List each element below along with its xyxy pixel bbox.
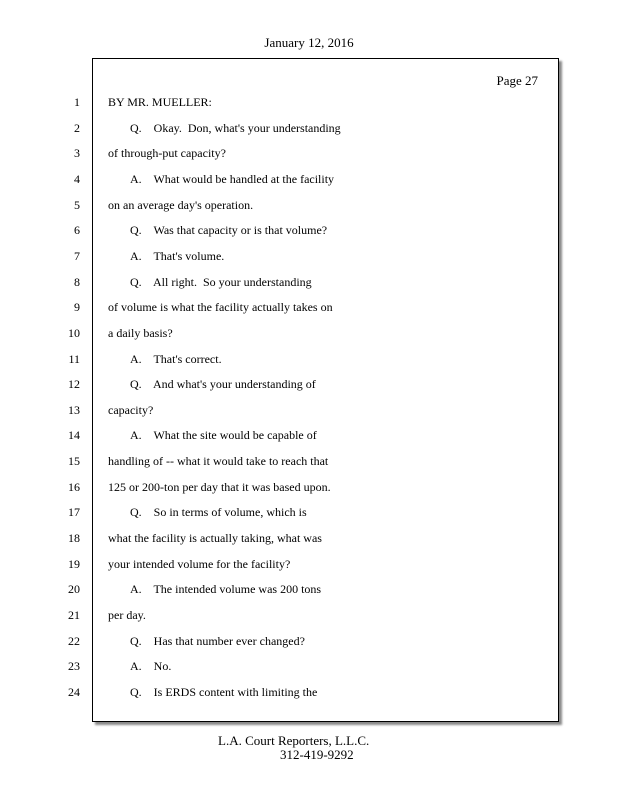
transcript-line: handling of -- what it would take to reach that [108, 454, 329, 468]
line-number: 3 [74, 146, 80, 160]
line-number: 18 [68, 531, 80, 545]
line-number: 13 [68, 403, 80, 417]
transcript-line: A. No. [130, 659, 172, 673]
line-number: 11 [68, 352, 80, 366]
line-number: 5 [74, 198, 80, 212]
line-number: 20 [68, 582, 80, 596]
line-number: 1 [74, 95, 80, 109]
line-number: 23 [68, 659, 80, 673]
transcript-line: what the facility is actually taking, what was [108, 531, 322, 545]
transcript-line: your intended volume for the facility? [108, 557, 291, 571]
line-number: 2 [74, 121, 80, 135]
transcript-line: a daily basis? [108, 326, 173, 340]
transcript-line: of volume is what the facility actually takes on [108, 300, 333, 314]
transcript-line: Q. Has that number ever changed? [130, 634, 305, 648]
transcript-line: capacity? [108, 403, 154, 417]
header-date: January 12, 2016 [264, 35, 354, 50]
transcript-line: per day. [108, 608, 146, 622]
transcript-line: 125 or 200-ton per day that it was based upon. [108, 480, 331, 494]
line-number: 14 [68, 428, 80, 442]
page-number: Page 27 [496, 73, 538, 88]
transcript-line: Q. All right. So your understanding [130, 275, 312, 289]
transcript-line: A. What would be handled at the facility [130, 172, 335, 186]
transcript-line: A. The intended volume was 200 tons [130, 582, 322, 596]
line-number: 7 [74, 249, 80, 263]
transcript-line: A. That's volume. [130, 249, 225, 263]
line-number: 21 [68, 608, 80, 622]
transcript-line: Q. So in terms of volume, which is [130, 505, 307, 519]
transcript-line: of through-put capacity? [108, 146, 226, 160]
transcript-line: A. That's correct. [130, 352, 222, 366]
transcript-line: Q. Was that capacity or is that volume? [130, 223, 328, 237]
transcript-line: A. What the site would be capable of [130, 428, 317, 442]
footer-phone: 312-419-9292 [280, 747, 354, 762]
line-number: 24 [68, 685, 80, 699]
transcript-line: on an average day's operation. [108, 198, 254, 212]
line-number: 22 [68, 634, 80, 648]
line-number: 16 [68, 480, 80, 494]
transcript-line: BY MR. MUELLER: [108, 95, 212, 109]
transcript-line: Q. And what's your understanding of [130, 377, 316, 391]
line-number: 4 [74, 172, 80, 186]
line-number: 9 [74, 300, 80, 314]
line-number: 17 [68, 505, 80, 519]
transcript-line: Q. Okay. Don, what's your understanding [130, 121, 341, 135]
line-number: 10 [68, 326, 80, 340]
line-number: 12 [68, 377, 80, 391]
transcript-line: Q. Is ERDS content with limiting the [130, 685, 318, 699]
footer-company: L.A. Court Reporters, L.L.C. [218, 733, 370, 748]
line-number: 19 [68, 557, 80, 571]
line-number: 6 [74, 223, 80, 237]
line-number: 8 [74, 275, 80, 289]
line-number: 15 [68, 454, 80, 468]
